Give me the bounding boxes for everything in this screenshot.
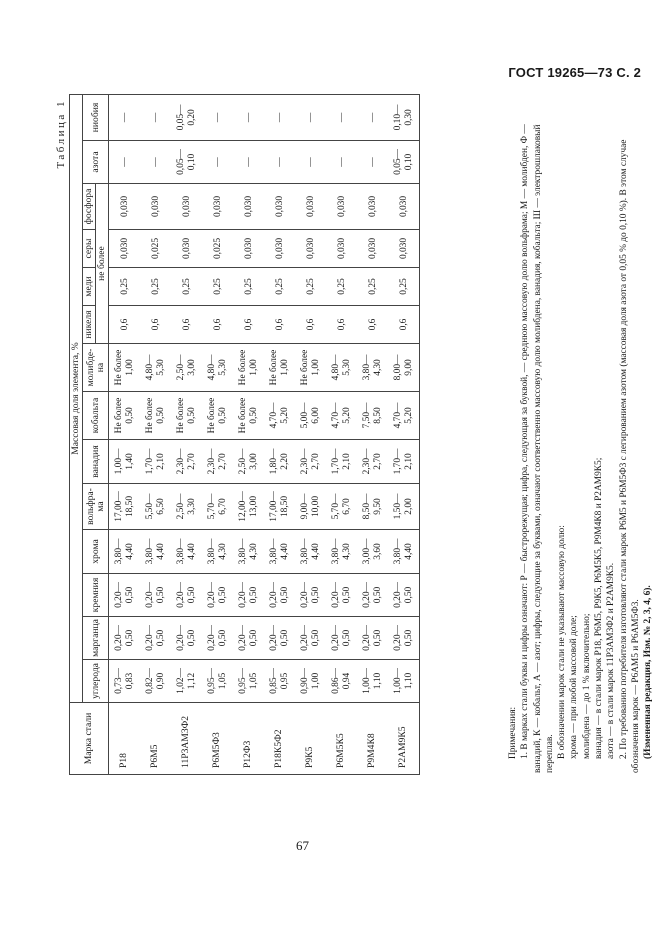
header-grade: Марка стали <box>70 703 109 775</box>
value-cell: 5,00— 6,00 <box>295 392 326 440</box>
note-line: В обозначении марок стали не указывают массовую долю: <box>557 525 568 759</box>
value-cell: 1,00— 1,10 <box>388 660 420 703</box>
note-line: 1. В марках стали буквы и цифры означают: Р — быстрорежущая; цифра, следующая за буквой, — среднюю массовую долю вольфрама; М — молибден, Ф — ванадий, К — кобальт, А — азот; цифры, следующие за буквами, означают соответственно массовую долю молибдена, ванадия, кобальта; Ш — электрошлаковый переплав. <box>520 124 555 773</box>
header-col-0: углерода <box>83 660 109 703</box>
value-cell: 0,10— 0,30 <box>388 94 420 140</box>
value-cell: 0,030 <box>140 184 171 230</box>
notes <box>507 97 655 773</box>
value-cell: 0,73— 0,83 <box>109 660 141 703</box>
value-cell: — <box>140 94 171 140</box>
value-cell: 4,70— 5,20 <box>264 392 295 440</box>
value-cell: 0,25 <box>357 268 388 306</box>
steel-grade-cell: Р2АМ9К5 <box>388 703 420 775</box>
value-cell: 1,00— 1,10 <box>357 660 388 703</box>
table-row <box>326 94 357 774</box>
value-cell: 0,030 <box>357 184 388 230</box>
value-cell: 0,20— 0,50 <box>233 574 264 617</box>
value-cell: 0,6 <box>295 306 326 344</box>
value-cell: 0,20— 0,50 <box>264 574 295 617</box>
value-cell: 2,50— 3,30 <box>171 484 202 530</box>
value-cell: 0,25 <box>202 268 233 306</box>
notes-title: Примечания: <box>508 706 518 759</box>
value-cell: 8,50— 9,50 <box>357 484 388 530</box>
value-cell: 0,030 <box>326 184 357 230</box>
value-cell: 0,6 <box>326 306 357 344</box>
value-cell: 0,20— 0,50 <box>202 617 233 660</box>
value-cell: 0,86— 0,94 <box>326 660 357 703</box>
value-cell: 0,25 <box>295 268 326 306</box>
value-cell: 0,030 <box>202 184 233 230</box>
value-cell: 0,25 <box>326 268 357 306</box>
value-cell: 0,95— 1,05 <box>202 660 233 703</box>
value-cell: 0,6 <box>109 306 141 344</box>
value-cell: 0,030 <box>357 230 388 268</box>
value-cell: 0,6 <box>388 306 420 344</box>
value-cell: 1,00— 1,40 <box>109 440 141 484</box>
value-cell: 3,80— 4,40 <box>171 530 202 574</box>
table-row <box>140 94 171 774</box>
value-cell: 0,90— 1,00 <box>295 660 326 703</box>
value-cell: 3,80— 4,30 <box>357 344 388 392</box>
value-cell: 1,50— 2,00 <box>388 484 420 530</box>
value-cell: — <box>357 94 388 140</box>
steel-grade-cell: Р18 <box>109 703 141 775</box>
value-cell: 4,80— 5,30 <box>140 344 171 392</box>
value-cell: 0,05— 0,10 <box>388 141 420 184</box>
value-cell: 3,00— 3,60 <box>357 530 388 574</box>
header-col-13: ниобия <box>83 94 109 140</box>
composition-table <box>69 94 420 775</box>
value-cell: — <box>295 94 326 140</box>
value-cell: 0,030 <box>233 230 264 268</box>
value-cell: 0,05— 0,10 <box>171 141 202 184</box>
note-line: молибдена — до 1 % включительно; <box>581 613 592 759</box>
table-row <box>295 94 326 774</box>
value-cell: 3,80— 4,30 <box>202 530 233 574</box>
value-cell: 0,20— 0,50 <box>233 617 264 660</box>
value-cell: — <box>326 94 357 140</box>
rotated-table-section <box>55 95 654 775</box>
value-cell: 5,70— 6,70 <box>326 484 357 530</box>
value-cell: 0,25 <box>388 268 420 306</box>
value-cell: 3,80— 4,30 <box>326 530 357 574</box>
value-cell: 0,20— 0,50 <box>202 574 233 617</box>
value-cell: 0,20— 0,50 <box>171 574 202 617</box>
header-col-1: марганца <box>83 617 109 660</box>
value-cell: — <box>233 141 264 184</box>
value-cell: 0,20— 0,50 <box>357 574 388 617</box>
value-cell: — <box>295 141 326 184</box>
value-cell: 3,80— 4,40 <box>388 530 420 574</box>
value-cell: 1,70— 2,10 <box>140 440 171 484</box>
value-cell: 0,82— 0,90 <box>140 660 171 703</box>
header-col-7: молибде- на <box>83 344 109 392</box>
value-cell: 2,30— 2,70 <box>171 440 202 484</box>
value-cell: 0,030 <box>295 230 326 268</box>
note-line: ванадия — в стали марок Р18, Р6М5, Р9К5, Р6М5К5, Р9М4К8 и Р2АМ9К5; <box>594 457 605 759</box>
note-line: азота — в стали марок 11Р3АМ3Ф2 и Р2АМ9К5. <box>606 562 617 759</box>
header-col-6: кобальта <box>83 392 109 440</box>
value-cell: 0,20— 0,50 <box>326 574 357 617</box>
value-cell: — <box>264 141 295 184</box>
value-cell: 2,50— 3,00 <box>171 344 202 392</box>
value-cell: 3,80— 4,40 <box>264 530 295 574</box>
page-header: ГОСТ 19265—73 С. 2 <box>508 65 641 80</box>
value-cell: 1,70— 2,10 <box>326 440 357 484</box>
value-cell: Не более 1,00 <box>233 344 264 392</box>
header-col-12: азота <box>83 141 109 184</box>
value-cell: Не более 1,00 <box>109 344 141 392</box>
value-cell: 3,80— 4,40 <box>140 530 171 574</box>
value-cell: 0,20— 0,50 <box>295 574 326 617</box>
value-cell: 0,6 <box>140 306 171 344</box>
value-cell: 0,20— 0,50 <box>326 617 357 660</box>
value-cell: 0,20— 0,50 <box>388 574 420 617</box>
header-col-5: ванадия <box>83 440 109 484</box>
header-col-2: кремния <box>83 574 109 617</box>
steel-grade-cell: Р6М5К5 <box>326 703 357 775</box>
value-cell: 7,50— 8,50 <box>357 392 388 440</box>
value-cell: Не более 0,50 <box>233 392 264 440</box>
value-cell: 0,030 <box>388 230 420 268</box>
note-line: 2. По требованию потребителя изготовляют стали марок Р6М5 и Р6М5Ф3 с легированием азотом (массовая доля азота от 0,05 % до 0,10 %). В этом случае обозначения марок — Р6АМ5 и Р6АМ5Ф3. <box>618 139 641 773</box>
value-cell: 0,20— 0,50 <box>357 617 388 660</box>
value-cell: Не более 0,50 <box>202 392 233 440</box>
value-cell: 4,70— 5,20 <box>388 392 420 440</box>
value-cell: Не более 0,50 <box>140 392 171 440</box>
table-row <box>233 94 264 774</box>
value-cell: — <box>357 141 388 184</box>
value-cell: 0,6 <box>202 306 233 344</box>
value-cell: 0,20— 0,50 <box>109 574 141 617</box>
header-col-8: никеля <box>83 306 96 344</box>
value-cell: 0,20— 0,50 <box>140 617 171 660</box>
value-cell: 0,6 <box>357 306 388 344</box>
steel-grade-cell: 11Р3АМ3Ф2 <box>171 703 202 775</box>
value-cell: — <box>202 141 233 184</box>
value-cell: — <box>264 94 295 140</box>
value-cell: 17,00— 18,50 <box>109 484 141 530</box>
value-cell: 0,030 <box>171 184 202 230</box>
value-cell: — <box>140 141 171 184</box>
value-cell: 17,00— 18,50 <box>264 484 295 530</box>
value-cell: Не более 0,50 <box>171 392 202 440</box>
value-cell: 1,70— 2,10 <box>388 440 420 484</box>
value-cell: 3,80— 4,40 <box>109 530 141 574</box>
steel-grade-cell: Р6М5 <box>140 703 171 775</box>
value-cell: Не более 1,00 <box>295 344 326 392</box>
header-col-10: серы <box>83 230 96 268</box>
value-cell: Не более 1,00 <box>264 344 295 392</box>
value-cell: 0,6 <box>233 306 264 344</box>
value-cell: 3,80— 4,40 <box>295 530 326 574</box>
value-cell: 0,030 <box>264 230 295 268</box>
value-cell: 1,02— 1,12 <box>171 660 202 703</box>
header-no-more: не более <box>96 184 109 344</box>
table-row <box>202 94 233 774</box>
steel-grade-cell: Р18К5Ф2 <box>264 703 295 775</box>
value-cell: 4,80— 5,30 <box>326 344 357 392</box>
header-col-9: меди <box>83 268 96 306</box>
value-cell: 0,6 <box>264 306 295 344</box>
value-cell: 5,70— 6,70 <box>202 484 233 530</box>
value-cell: 0,25 <box>233 268 264 306</box>
steel-grade-cell: Р6М5Ф3 <box>202 703 233 775</box>
value-cell: 2,30— 2,70 <box>357 440 388 484</box>
value-cell: 0,95— 1,05 <box>233 660 264 703</box>
value-cell: 5,50— 6,50 <box>140 484 171 530</box>
value-cell: 0,85— 0,95 <box>264 660 295 703</box>
note-line: хрома — при любой массовой доле; <box>569 615 580 759</box>
value-cell: 0,6 <box>171 306 202 344</box>
edition-note: (Измененная редакция, Изм. № 2, 3, 4, 6). <box>643 585 654 759</box>
page-number: 67 <box>296 838 309 853</box>
value-cell: Не более 0,50 <box>109 392 141 440</box>
value-cell: 8,00— 9,00 <box>388 344 420 392</box>
value-cell: 0,030 <box>295 184 326 230</box>
value-cell: 0,030 <box>388 184 420 230</box>
value-cell: 2,30— 2,70 <box>295 440 326 484</box>
value-cell: 2,50— 3,00 <box>233 440 264 484</box>
value-cell: 9,00— 10,00 <box>295 484 326 530</box>
value-cell: 0,20— 0,50 <box>264 617 295 660</box>
value-cell: — <box>326 141 357 184</box>
value-cell: 1,80— 2,20 <box>264 440 295 484</box>
value-cell: 0,25 <box>171 268 202 306</box>
value-cell: 0,25 <box>140 268 171 306</box>
steel-grade-cell: Р9К5 <box>295 703 326 775</box>
table-row <box>388 94 420 774</box>
value-cell: 0,030 <box>109 230 141 268</box>
value-cell: 0,25 <box>264 268 295 306</box>
value-cell: 2,30— 2,70 <box>202 440 233 484</box>
value-cell: 3,80— 4,30 <box>233 530 264 574</box>
value-cell: 0,030 <box>326 230 357 268</box>
table-row <box>109 94 141 774</box>
value-cell: 0,030 <box>109 184 141 230</box>
table-caption: Таблица 1 <box>55 99 67 169</box>
steel-grade-cell: Р12Ф3 <box>233 703 264 775</box>
header-col-4: вольфра- ма <box>83 484 109 530</box>
table-row <box>264 94 295 774</box>
value-cell: — <box>233 94 264 140</box>
value-cell: 0,20— 0,50 <box>171 617 202 660</box>
value-cell: 0,05— 0,20 <box>171 94 202 140</box>
value-cell: 0,025 <box>202 230 233 268</box>
value-cell: 0,030 <box>171 230 202 268</box>
header-col-3: хрома <box>83 530 109 574</box>
steel-grade-cell: Р9М4К8 <box>357 703 388 775</box>
value-cell: 0,030 <box>233 184 264 230</box>
value-cell: 0,20— 0,50 <box>388 617 420 660</box>
header-col-11: фосфора <box>83 184 96 230</box>
value-cell: 12,00— 13,00 <box>233 484 264 530</box>
value-cell: 4,80— 5,30 <box>202 344 233 392</box>
value-cell: — <box>202 94 233 140</box>
value-cell: 0,20— 0,50 <box>140 574 171 617</box>
value-cell: 0,25 <box>109 268 141 306</box>
table-row <box>171 94 202 774</box>
header-mass-fraction: Массовая доля элемента, % <box>70 94 83 702</box>
value-cell: 0,20— 0,50 <box>109 617 141 660</box>
value-cell: 4,70— 5,20 <box>326 392 357 440</box>
value-cell: — <box>109 141 141 184</box>
value-cell: 0,030 <box>264 184 295 230</box>
value-cell: — <box>109 94 141 140</box>
value-cell: 0,20— 0,50 <box>295 617 326 660</box>
value-cell: 0,025 <box>140 230 171 268</box>
table-row <box>357 94 388 774</box>
